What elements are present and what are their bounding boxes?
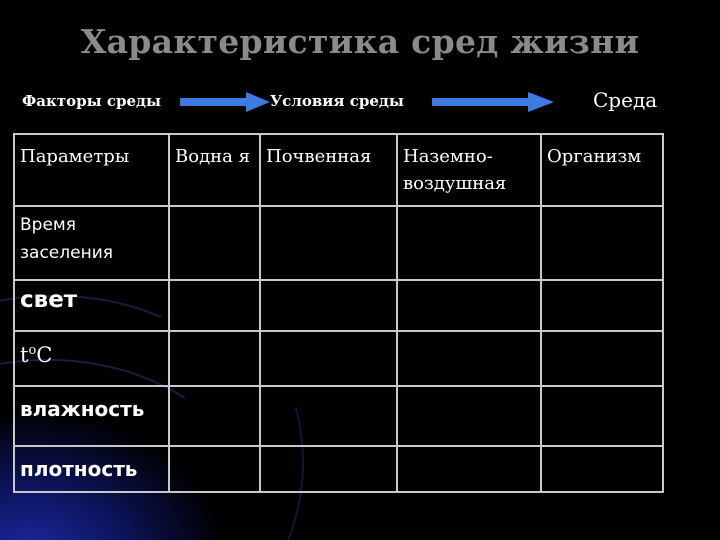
header-cell-ground-air: Наземно- воздушная: [397, 134, 541, 206]
row-label-humidity: влажность: [14, 386, 169, 446]
flow-step-factors: Факторы среды: [22, 92, 162, 110]
table-cell: [397, 280, 541, 331]
table-cell: [541, 331, 663, 386]
table-row: [14, 386, 663, 446]
temperature-symbol: t: [20, 343, 29, 367]
table-cell: [397, 331, 541, 386]
row-label-temperature: [14, 331, 169, 386]
table-cell: [169, 331, 260, 386]
table-cell: [260, 206, 397, 280]
celsius-letter: C: [36, 343, 53, 367]
table-cell: [260, 446, 397, 492]
right-arrow-icon: [180, 92, 270, 112]
table-row: [14, 206, 663, 280]
table-cell: [397, 386, 541, 446]
table-cell: [260, 331, 397, 386]
degree-superscript: o: [28, 343, 37, 358]
header-cell-water: Водна я: [169, 134, 260, 206]
table-cell: [169, 386, 260, 446]
environments-table: [13, 133, 664, 493]
table-cell: [541, 206, 663, 280]
slide-title: Характеристика сред жизни: [80, 22, 640, 61]
table-cell: [169, 206, 260, 280]
table-cell: [169, 446, 260, 492]
table-cell: [260, 280, 397, 331]
row-label-settlement-time: Время заселения: [14, 206, 169, 280]
flow-step-environment: Среда: [593, 88, 658, 112]
header-cell-soil: Почвенная: [260, 134, 397, 206]
header-cell-parameters: Параметры: [14, 134, 169, 206]
table-cell: [397, 446, 541, 492]
table-cell: [260, 386, 397, 446]
table-row: [14, 331, 663, 386]
table-row: [14, 446, 663, 492]
right-arrow-icon: [432, 92, 554, 112]
row-label-density: плотность: [14, 446, 169, 492]
table-cell: [169, 280, 260, 331]
table-cell: [541, 446, 663, 492]
header-cell-organism: Организм: [541, 134, 663, 206]
table-cell: [541, 280, 663, 331]
table-row: [14, 280, 663, 331]
flow-step-conditions: Условия среды: [270, 92, 404, 110]
table-cell: [397, 206, 541, 280]
table-header-row: [14, 134, 663, 206]
row-label-light: свет: [14, 280, 169, 331]
table-cell: [541, 386, 663, 446]
